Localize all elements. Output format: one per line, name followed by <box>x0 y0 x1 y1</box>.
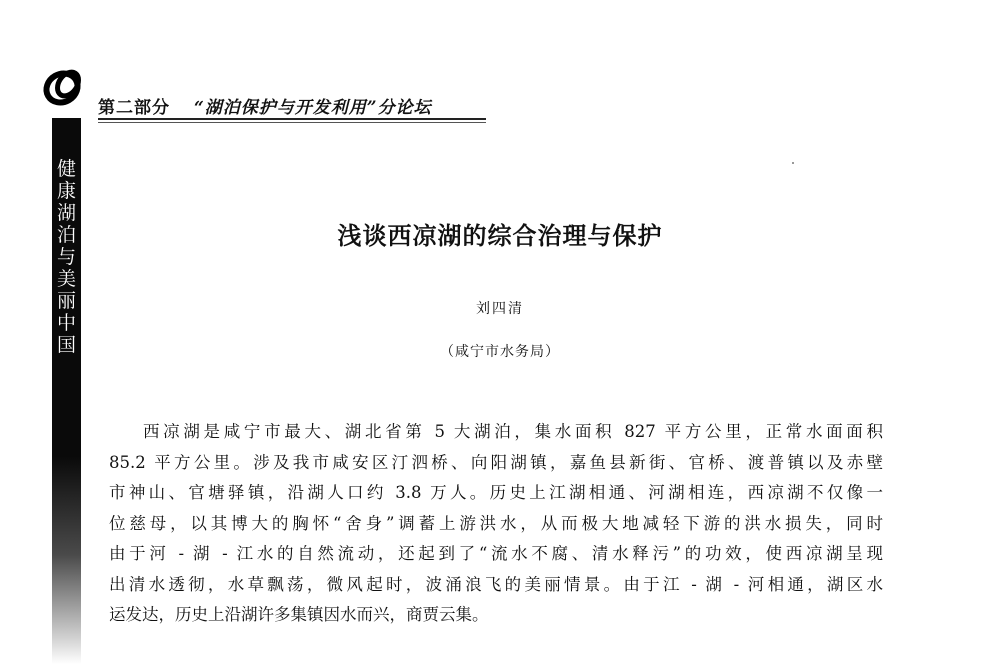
header-rule <box>98 118 486 120</box>
logo-icon <box>40 62 96 110</box>
sidebar-char: 丽 <box>56 290 76 312</box>
sidebar-char: 国 <box>56 334 76 356</box>
vertical-sidebar <box>52 118 81 664</box>
author-affiliation: （咸宁市水务局） <box>440 344 560 360</box>
sidebar-char: 泊 <box>56 224 76 246</box>
text-line: 运发达，历史上沿湖许多集镇因水而兴，商贾云集。 <box>109 605 489 624</box>
text-line: 市神山、官塘驿镇，沿湖人口约 3.8 万人。历史上江湖相通、河湖相连，西凉湖不仅像一 <box>109 483 883 502</box>
sidebar-char: 美 <box>56 268 76 290</box>
author-name: 刘四清 <box>476 301 524 317</box>
sidebar-title <box>52 158 81 356</box>
sidebar-char: 中 <box>56 312 76 334</box>
sidebar-char: 与 <box>56 246 76 268</box>
text-line: 出清水透彻，水草飘荡，微风起时，波涌浪飞的美丽情景。由于江 - 湖 - 河相通，湖区水 <box>109 574 883 594</box>
section-label: 第二部分 <box>98 98 170 118</box>
sidebar-char: 健 <box>56 158 76 180</box>
speck <box>792 162 794 164</box>
text-line: 85.2 平方公里。涉及我市咸安区汀泗桥、向阳湖镇，嘉鱼县新街、官桥、渡普镇以及赤壁 <box>109 452 883 472</box>
article-title: 浅谈西凉湖的综合治理与保护 <box>337 221 663 250</box>
body-paragraph <box>109 417 883 631</box>
section-header <box>98 93 432 118</box>
text-line: 位慈母，以其博大的胸怀“舍身”调蓄上游洪水，从而极大地减轻下游的洪水损失，同时 <box>109 513 883 533</box>
sidebar-char: 湖 <box>56 202 76 224</box>
forum-label: “湖泊保护与开发利用”分论坛 <box>194 98 432 118</box>
text-line: 西凉湖是咸宁市最大、湖北省第 5 大湖泊，集水面积 827 平方公里，正常水面面积 <box>143 422 883 441</box>
text-line: 由于河 - 湖 - 江水的自然流动，还起到了“流水不腐、清水释污”的功效，使西凉湖呈现 <box>109 544 883 563</box>
header-rule-thin <box>98 122 486 123</box>
sidebar-char: 康 <box>56 180 76 202</box>
